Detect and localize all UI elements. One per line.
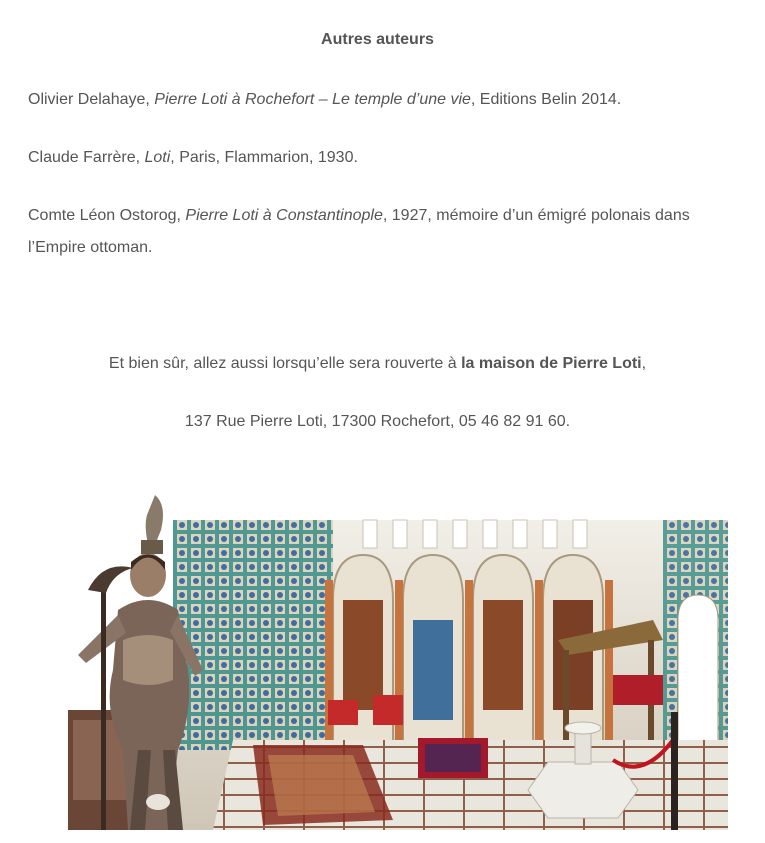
reference-item: [28, 84, 708, 116]
reference-details: , 1927, mémoire d’un émigré polonais dans l’Empire ottoman.: [28, 207, 690, 256]
reference-details: , Editions Belin 2014.: [470, 91, 622, 108]
museum-name: la maison de Pierre Loti: [461, 355, 642, 372]
reference-title: Pierre Loti à Constantinople: [185, 207, 383, 224]
visit-prefix: Et bien sûr, allez aussi lorsqu’elle sera rouverte à: [108, 355, 462, 372]
reference-title: Pierre Loti à Rochefort – Le temple d’une vie: [154, 91, 471, 108]
reference-item: [28, 142, 708, 174]
address-line: 137 Rue Pierre Loti, 17300 Rochefort, 05 46 82 91 60.: [184, 413, 571, 430]
reference-item: [28, 200, 708, 264]
reference-author: Comte Léon Ostorog,: [28, 207, 186, 224]
reference-author: Claude Farrère,: [28, 149, 145, 166]
museum-interior-image: [63, 490, 728, 830]
reference-title: Loti: [144, 149, 171, 166]
visit-suffix: ,: [641, 355, 647, 372]
section-heading: Autres auteurs: [321, 31, 434, 48]
visit-line: [0, 355, 755, 373]
reference-author: Olivier Delahaye,: [28, 91, 155, 108]
reference-details: , Paris, Flammarion, 1930.: [170, 149, 358, 166]
